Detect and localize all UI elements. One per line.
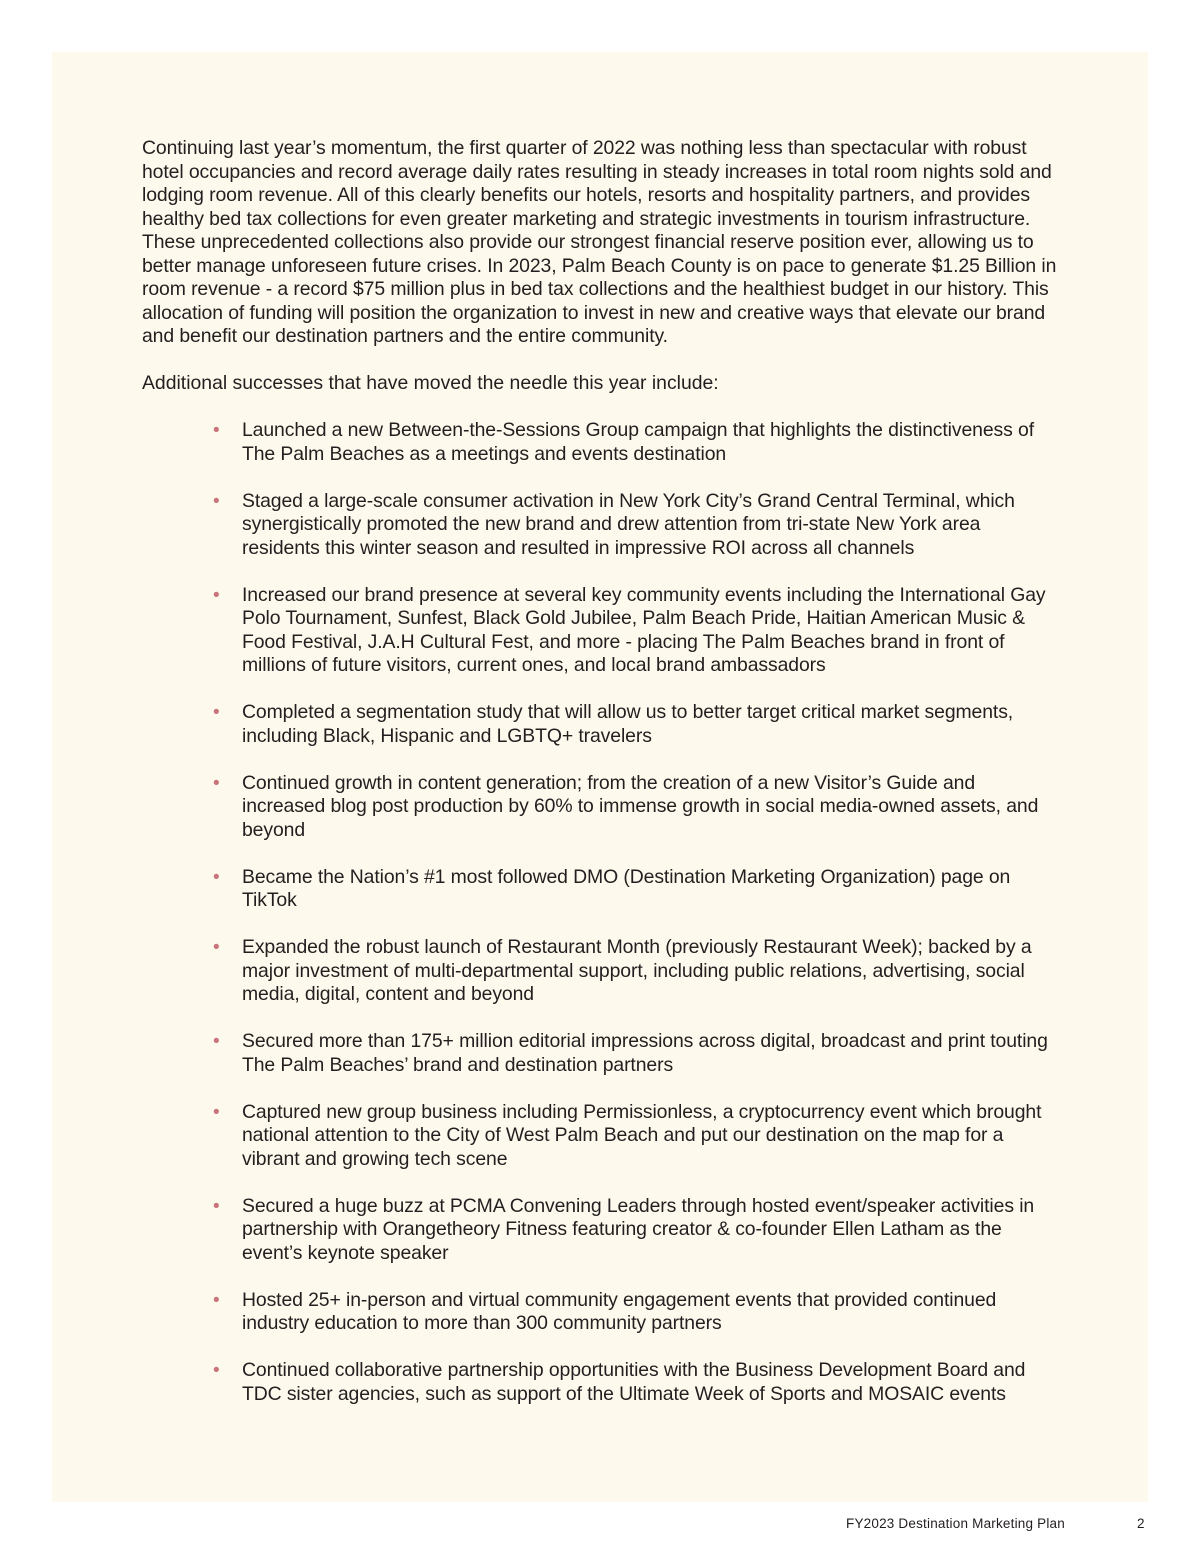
list-item-text: Continued collaborative partnership opportunities with the Business Development Board and TDC sister agencies, such as support of the Ultimate Week of Sports and MOSAIC events xyxy=(242,1359,1026,1405)
list-item xyxy=(142,866,1062,913)
bullet-icon: • xyxy=(213,1289,220,1311)
list-item-text: Hosted 25+ in-person and virtual community engagement events that provided continued industry education to more than 300 community partners xyxy=(242,1288,997,1334)
intro-paragraph: Continuing last year’s momentum, the first quarter of 2022 was nothing less than spectacular with robust hotel occupancies and record average daily rates resulting in steady increases in total room nights sold and lodging room revenue. All of this clearly benefits our hotels, resorts and hospitality partners, and provides healthy bed tax collections for even greater marketing and strategic investments in tourism infrastructure. These unprecedented collections also provide our strongest financial reserve position ever, allowing us to better manage unforeseen future crises. In 2023, Palm Beach County is on pace to generate $1.25 Billion in room revenue - a record $75 million plus in bed tax collections and the healthiest budget in our history. This allocation of funding will position the organization to invest in new and creative ways that elevate our brand and benefit our destination partners and the entire community. xyxy=(142,137,1057,347)
bullet-icon: • xyxy=(213,702,220,723)
bullet-icon: • xyxy=(213,490,220,512)
bullet-icon: • xyxy=(213,1360,220,1381)
list-item xyxy=(142,1101,1062,1172)
bullet-icon: • xyxy=(213,866,220,888)
bullet-icon: • xyxy=(213,1101,220,1123)
bullet-icon: • xyxy=(213,584,220,606)
list-item xyxy=(142,701,1062,748)
list-item-text: Completed a segmentation study that will allow us to better target critical market segments, including Black, Hispanic and LGBTQ+ travelers xyxy=(242,701,1014,747)
list-item-text: Became the Nation’s #1 most followed DMO (Destination Marketing Organization) page on TikTok xyxy=(242,865,1011,911)
list-item-text: Increased our brand presence at several key community events including the International Gay Polo Tournament, Sunfest, Black Gold Jubilee, Palm Beach Pride, Haitian American Music & Food Festival, J.A.H Cultural Fest, and more - placing The Palm Beaches brand in front of millions of future visitors, current ones, and local brand ambassadors xyxy=(242,583,1046,676)
bullet-icon: • xyxy=(213,1195,220,1217)
list-item-text: Secured more than 175+ million editorial impressions across digital, broadcast and print touting The Palm Beaches’ brand and destination partners xyxy=(242,1030,1048,1076)
list-item-text: Captured new group business including Permissionless, a cryptocurrency event which brought national attention to the City of West Palm Beach and put our destination on the map for a vibrant and growing tech scene xyxy=(242,1100,1042,1170)
list-item xyxy=(142,1289,1062,1336)
list-item xyxy=(142,419,1062,466)
list-item-text: Launched a new Between-the-Sessions Group campaign that highlights the distinctiveness of The Palm Beaches as a meetings and events destination xyxy=(242,419,1034,465)
list-item xyxy=(142,584,1062,678)
list-item xyxy=(142,1195,1062,1266)
list-item xyxy=(142,772,1062,843)
list-item xyxy=(142,1359,1062,1406)
list-item xyxy=(142,1030,1062,1077)
bullet-icon: • xyxy=(213,1031,220,1052)
bullet-icon: • xyxy=(213,772,220,794)
lead-in-text: Additional successes that have moved the needle this year include: xyxy=(142,371,719,394)
list-item-text: Secured a huge buzz at PCMA Convening Leaders through hosted event/speaker activities in partnership with Orangetheory Fitness featuring creator & co-founder Ellen Latham as the event’s keynote speaker xyxy=(242,1194,1035,1264)
successes-list xyxy=(142,419,1062,1406)
bullet-icon: • xyxy=(213,420,220,441)
list-item-text: Staged a large-scale consumer activation in New York City’s Grand Central Terminal, which synergistically promoted the new brand and drew attention from tri-state New York area residents this winter season and resulted in impressive ROI across all channels xyxy=(242,489,1015,559)
footer-document-title: FY2023 Destination Marketing Plan xyxy=(846,1516,1065,1531)
list-item-text: Expanded the robust launch of Restaurant Month (previously Restaurant Week); backed by a major investment of multi-departmental support, including public relations, advertising, social media, digital, content and beyond xyxy=(242,936,1032,1005)
page-number: 2 xyxy=(1137,1516,1145,1531)
list-item-text: Continued growth in content generation; from the creation of a new Visitor’s Guide and increased blog post production by 60% to immense growth in social media-owned assets, and beyond xyxy=(242,771,1039,841)
bullet-icon: • xyxy=(213,937,220,958)
list-item xyxy=(142,936,1062,1007)
document-body xyxy=(142,137,1062,1430)
list-item xyxy=(142,490,1062,561)
